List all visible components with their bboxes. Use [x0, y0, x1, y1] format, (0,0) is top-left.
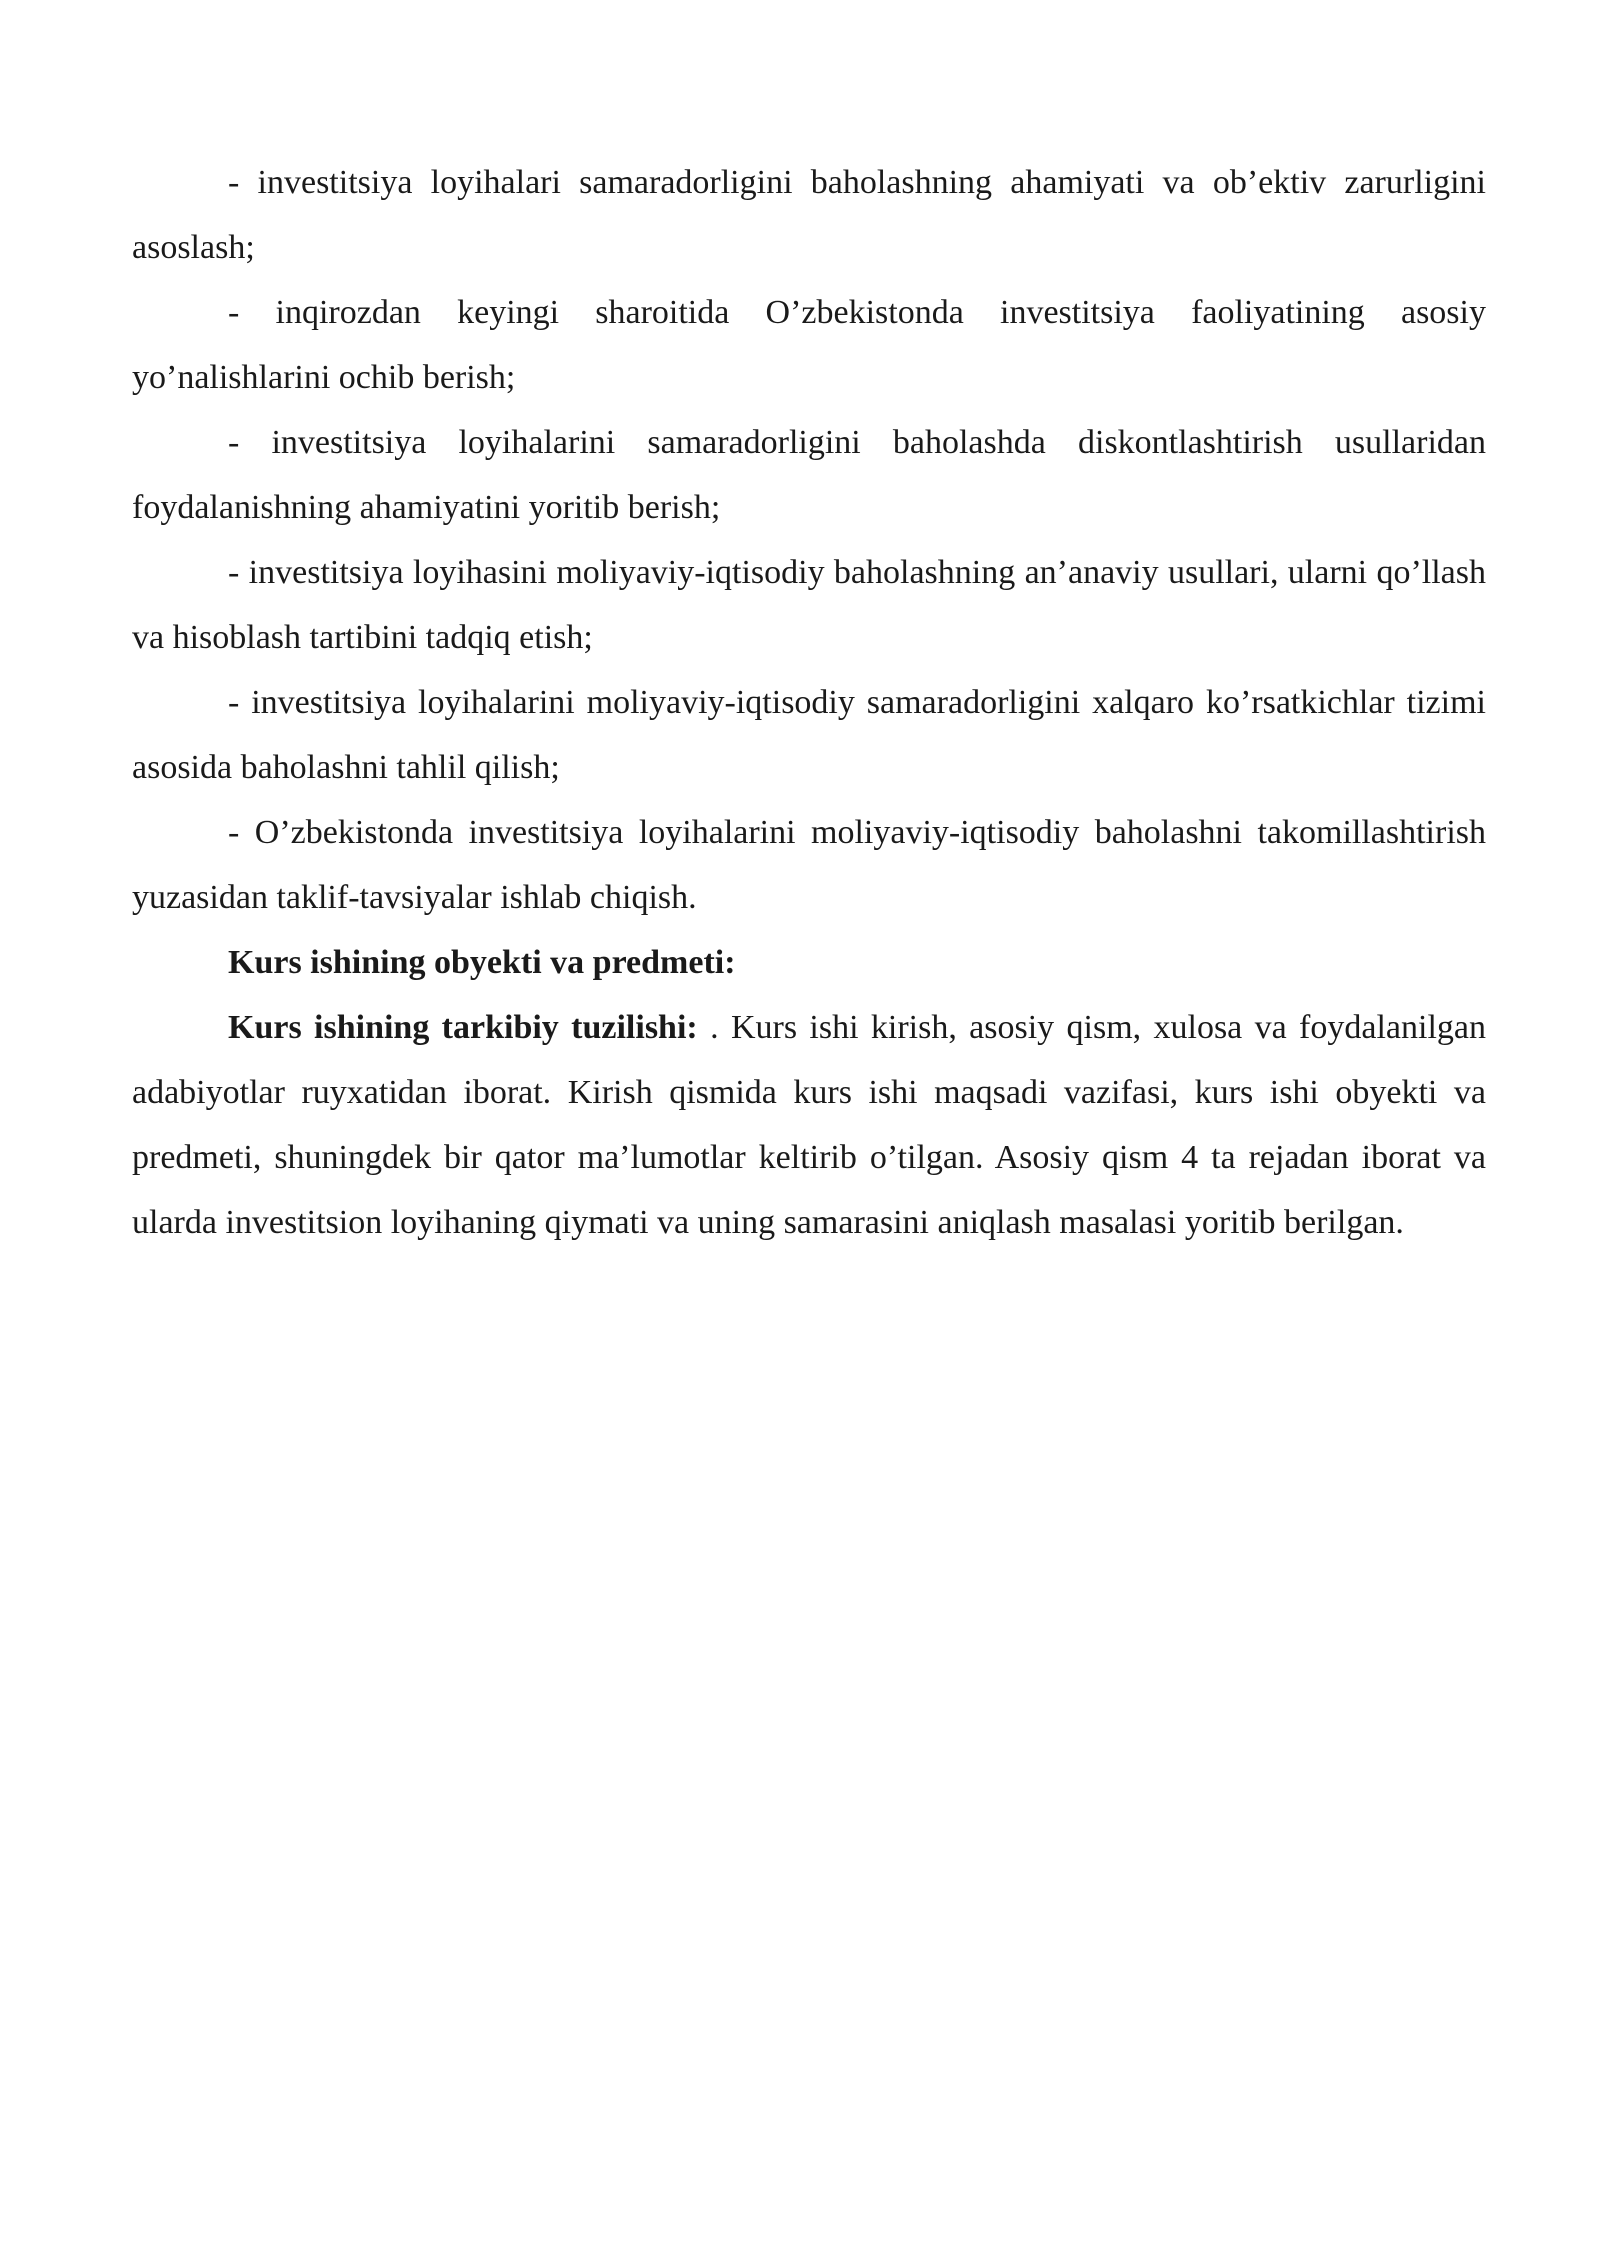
structure-paragraph	[132, 995, 1486, 1255]
objective-item-4: - investitsiya loyihasini moliyaviy-iqtisodiy baholashning an’anaviy usullari, ularni qo’llash va hisoblash tartibini tadqiq etish;	[132, 554, 1486, 656]
objective-item-6: - O’zbekistonda investitsiya loyihalarini moliyaviy-iqtisodiy baholashni takomillashtirish yuzasidan taklif-tavsiyalar ishlab chiqish.	[132, 814, 1486, 916]
objective-item-3: - investitsiya loyihalarini samaradorligini baholashda diskontlashtirish usullaridan foydalanishning ahamiyatini yoritib berish;	[132, 424, 1486, 526]
structure-text: . Kurs ishi kirish, asosiy qism, xulosa va foydalanilgan adabiyotlar ruyxatidan iborat. Kirish qismida kurs ishi maqsadi vazifasi, kurs ishi obyekti va predmeti, shuningdek bir qator ma’lumotlar keltirib o’tilgan. Asosiy qism 4 ta rejadan iborat va ularda investitsion loyihaning qiymati va uning samarasini aniqlash masalasi yoritib berilgan.	[132, 1009, 1486, 1241]
objective-item-5: - investitsiya loyihalarini moliyaviy-iqtisodiy samaradorligini xalqaro ko’rsatkichlar tizimi asosida baholashni tahlil qilish;	[132, 684, 1486, 786]
objective-item-2: - inqirozdan keyingi sharoitida O’zbekistonda investitsiya faoliyatining asosiy yo’nalishlarini ochib berish;	[132, 294, 1486, 396]
document-body	[132, 150, 1486, 1255]
objective-item-1: - investitsiya loyihalari samaradorligini baholashning ahamiyati va ob’ektiv zarurligini asoslash;	[132, 164, 1486, 266]
structure-heading: Kurs ishining tarkibiy tuzilishi:	[228, 1009, 698, 1046]
object-subject-heading: Kurs ishining obyekti va predmeti:	[228, 944, 736, 981]
